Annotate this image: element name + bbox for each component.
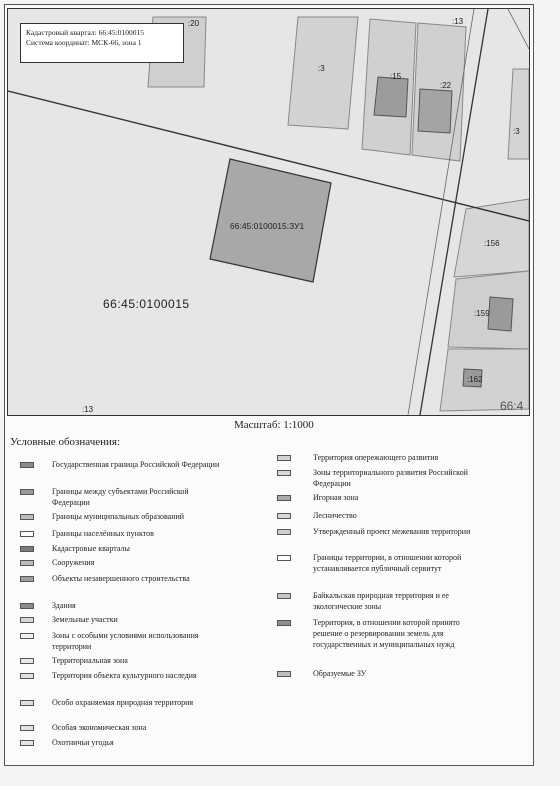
legend-item-swatch (20, 531, 34, 537)
label-parcel-159: :159 (474, 309, 490, 318)
legend-item-label: Зоны с особыми условиями использования территории (52, 631, 199, 651)
legend-item-label: Байкальская природная территория и ее экологические зоны (313, 591, 449, 611)
label-quarter: 66:45:0100015 (103, 297, 190, 311)
legend-item-label: Объекты незавершенного строительства (52, 574, 190, 583)
legend-item-label: Образуемые ЗУ (313, 669, 367, 678)
legend-item-label: Зоны территориального развития Российской Федерации (313, 468, 468, 488)
legend-item-label: Утвержденный проект межевания территории (313, 527, 471, 536)
legend-item-swatch (20, 462, 34, 468)
legend-item-swatch (277, 470, 291, 476)
legend-item-label: Территория объекта культурного наследия (52, 671, 197, 680)
legend-item-swatch (20, 576, 34, 582)
legend-item-swatch (277, 593, 291, 599)
label-parcel-162: :162 (467, 375, 483, 384)
legend-item-swatch (20, 673, 34, 679)
legend-item-label: Особая экономическая зона (52, 723, 147, 732)
map-canvas (8, 9, 529, 415)
legend-item-swatch (20, 725, 34, 731)
legend-item-label: Территориальная зона (52, 656, 128, 665)
legend-item-label: Земельные участки (52, 615, 118, 624)
legend-item-swatch (20, 633, 34, 639)
label-zu1: 66:45:0100015:ЗУ1 (230, 221, 305, 231)
boundary-line (508, 9, 529, 49)
legend-item-swatch (277, 620, 291, 626)
legend-item-swatch (20, 514, 34, 520)
legend-item-swatch (277, 671, 291, 677)
parcel-156 (454, 199, 529, 277)
legend-item-swatch (20, 658, 34, 664)
map-info-box (20, 23, 184, 63)
legend-item-label: Особо охраняемая природная территория (52, 698, 194, 707)
legend-item-label: Государственная граница Российской Федерации (52, 460, 220, 469)
legend-item-swatch (277, 495, 291, 501)
label-parcel-22: :22 (440, 81, 452, 90)
legend-item-label: Территория, в отношении которой принято решение о резервировании земель для государственных и муниципальных нужд (313, 618, 460, 649)
legend-title: Условные обозначения: (10, 436, 121, 448)
legend-item-label: Здания (52, 601, 76, 610)
legend-item-label: Кадастровые кварталы (52, 544, 130, 553)
building-159 (488, 297, 513, 331)
legend-item-label: Сооружения (52, 558, 95, 567)
label-parcel-15: :15 (390, 72, 402, 81)
legend-item-label: Границы муниципальных образований (52, 512, 185, 521)
parcel-3-left (288, 17, 358, 129)
legend-item-swatch (20, 700, 34, 706)
legend-item-label: Территория опережающего развития (313, 453, 439, 462)
legend-item-swatch (277, 555, 291, 561)
building-22 (418, 89, 452, 133)
legend-item-label: Границы населённых пунктов (52, 529, 154, 538)
cadastral-map[interactable] (7, 8, 530, 416)
legend-item-swatch (20, 560, 34, 566)
building-15 (374, 77, 408, 117)
parcel-3-right (508, 69, 529, 159)
info-quarter: Кадастровый квартал: 66:45:0100015 (26, 28, 144, 37)
legend-item-label: Лесничество (313, 511, 357, 520)
label-parcel-3-left: :3 (318, 64, 325, 73)
label-edge-quarter: 66:4 (500, 399, 524, 413)
label-parcel-13-bottom: :13 (82, 405, 94, 414)
info-coords: Система координат: МСК-66, зона 1 (26, 38, 142, 47)
scale-text: Масштаб: 1:1000 (234, 419, 314, 431)
label-parcel-20: :20 (188, 19, 200, 28)
legend-item-swatch (20, 603, 34, 609)
legend-item-swatch (20, 617, 34, 623)
legend-item-swatch (277, 529, 291, 535)
legend-item-label: Границы территории, в отношении которой устанавливается публичный сервитут (313, 553, 462, 573)
legend-item-swatch (20, 489, 34, 495)
legend-item-label: Охотничьи угодья (52, 738, 114, 747)
legend-item-swatch (20, 546, 34, 552)
label-parcel-156: :156 (484, 239, 500, 248)
legend-item-label: Границы между субъектами Российской Федерации (52, 487, 189, 507)
legend-item-swatch (20, 740, 34, 746)
legend-item-swatch (277, 513, 291, 519)
legend-item-label: Игорная зона (313, 493, 359, 502)
label-parcel-13-top: :13 (452, 17, 464, 26)
label-parcel-3-right: :3 (513, 127, 520, 136)
legend-item-swatch (277, 455, 291, 461)
